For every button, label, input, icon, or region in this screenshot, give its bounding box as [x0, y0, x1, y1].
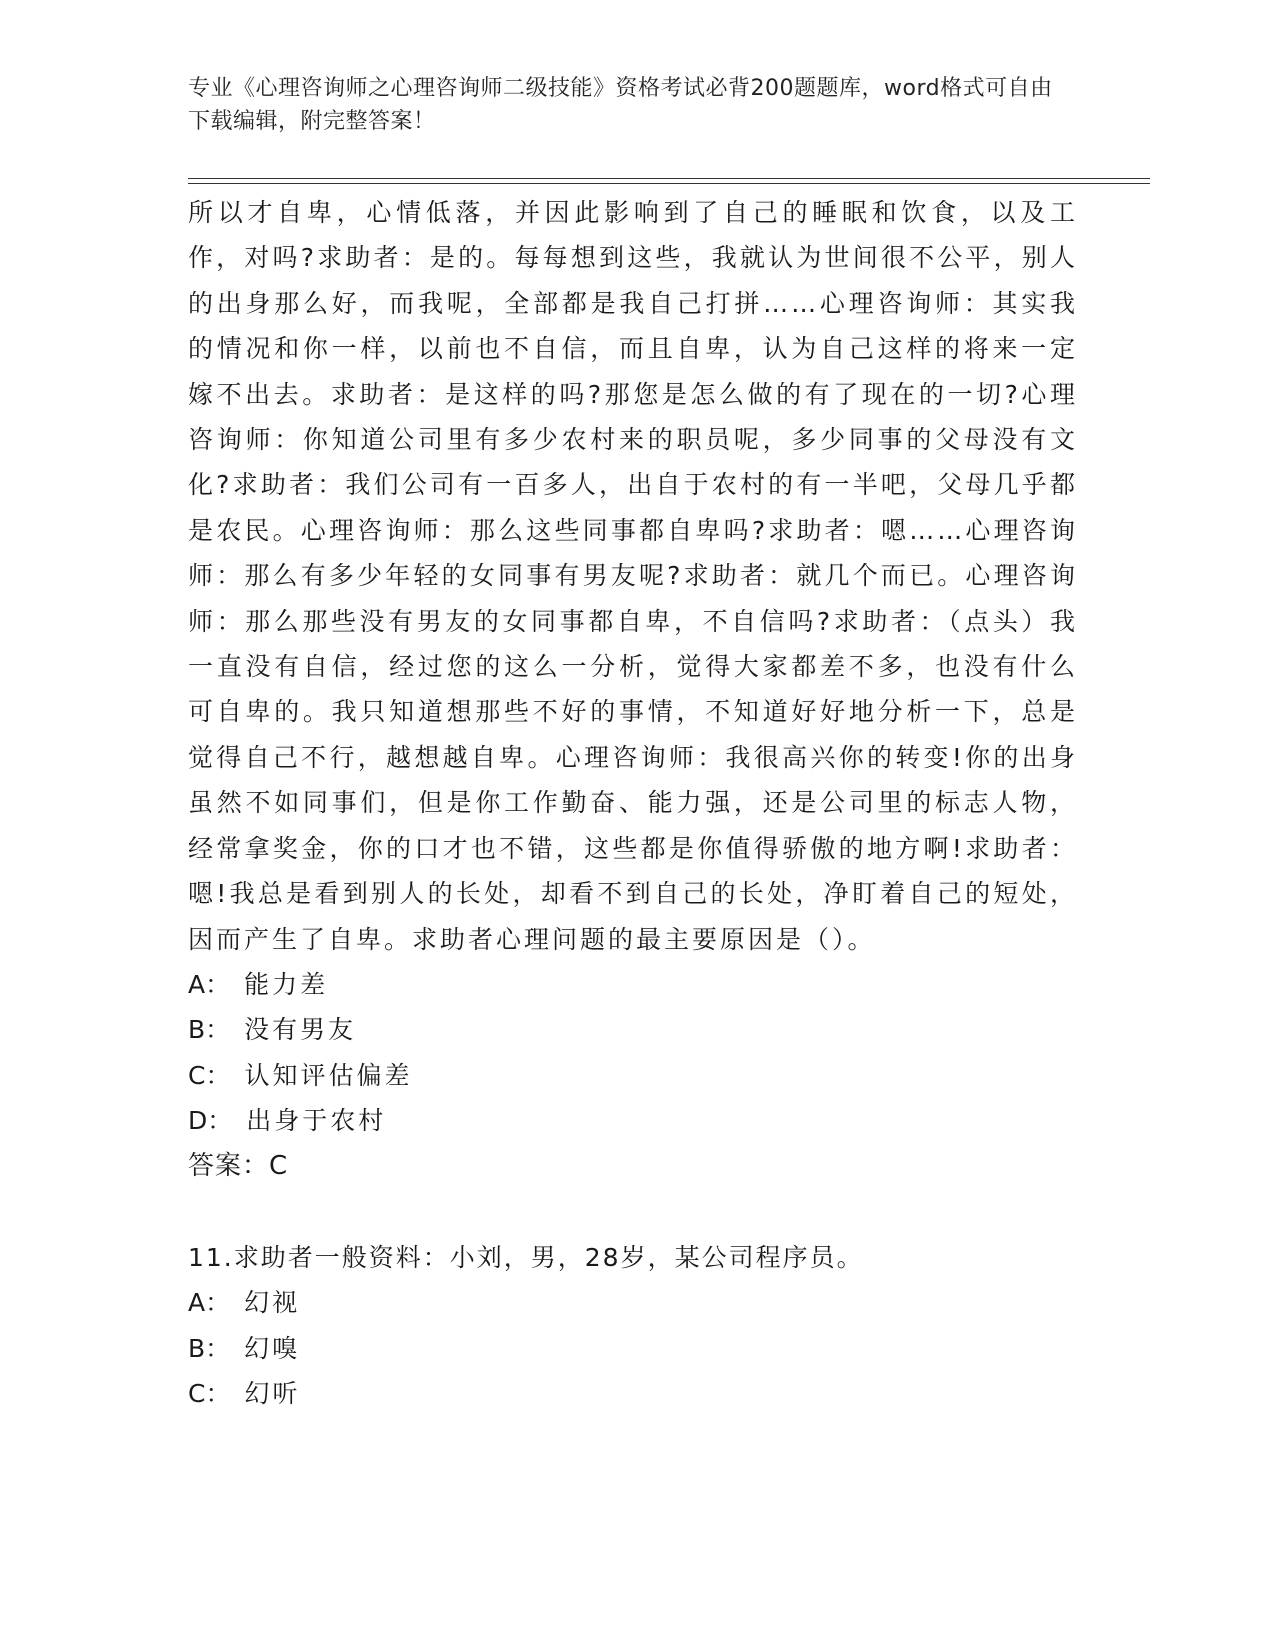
- question-spacer: [188, 1189, 1078, 1235]
- option-text: 出身于农村: [246, 1106, 387, 1136]
- question-10-option-b: [188, 1007, 1078, 1052]
- document-header: 专业《心理咨询师之心理咨询师二级技能》资格考试必背200题题库，word格式可自由下载编辑，附完整答案！: [188, 76, 1053, 134]
- option-text: 没有男友: [244, 1015, 357, 1045]
- option-key: B: [188, 1333, 206, 1363]
- option-text: 能力差: [244, 969, 329, 999]
- question-10-option-c: [188, 1053, 1078, 1098]
- document-body: [188, 190, 1078, 1417]
- option-separator: ：: [205, 969, 231, 999]
- option-key: B: [188, 1015, 206, 1045]
- question-10-option-d: [188, 1098, 1078, 1143]
- option-key: C: [188, 1060, 206, 1090]
- option-key: C: [188, 1379, 206, 1409]
- option-key: A: [188, 1288, 206, 1318]
- header-divider-bottom: [188, 183, 1150, 184]
- question-10-passage: 所以才自卑，心情低落，并因此影响到了自己的睡眠和饮食，以及工作，对吗?求助者：是的。每每想到这些，我就认为世间很不公平，别人的出身那么好，而我呢，全部都是我自己打拼……心理咨询师：其实我的情况和你一样，以前也不自信，而且自卑，认为自己这样的将来一定嫁不出去。求助者：是这样的吗?那您是怎么做的有了现在的一切?心理咨询师：你知道公司里有多少农村来的职员呢，多少同事的父母没有文化?求助者：我们公司有一百多人，出自于农村的有一半吧，父母几乎都是农民。心理咨询师：那么这些同事都自卑吗?求助者：嗯……心理咨询师：那么有多少年轻的女同事有男友呢?求助者：就几个而已。心理咨询师：那么那些没有男友的女同事都自卑，不自信吗?求助者：（点头）我一直没有自信，经过您的这么一分析，觉得大家都差不多，也没有什么可自卑的。我只知道想那些不好的事情，不知道好好地分析一下，总是觉得自己不行，越想越自卑。心理咨询师：我很高兴你的转变!你的出身虽然不如同事们，但是你工作勤奋、能力强，还是公司里的标志人物，经常拿奖金，你的口才也不错，这些都是你值得骄傲的地方啊!求助者：嗯!我总是看到别人的长处，却看不到自己的长处，净盯着自己的短处，因而产生了自卑。求助者心理问题的最主要原因是（）。: [188, 198, 1078, 954]
- question-10-answer: 答案：C: [188, 1150, 289, 1181]
- question-11-stem: 11.求助者一般资料：小刘，男，28岁，某公司程序员。: [188, 1242, 864, 1272]
- option-separator: ：: [207, 1106, 233, 1136]
- option-key: A: [188, 969, 206, 999]
- option-text: 幻视: [244, 1288, 301, 1318]
- option-text: 幻听: [244, 1379, 301, 1409]
- option-separator: ：: [205, 1288, 231, 1318]
- option-separator: ：: [205, 1333, 231, 1363]
- option-separator: ：: [205, 1379, 231, 1409]
- question-11-option-a: [188, 1280, 1078, 1325]
- option-separator: ：: [205, 1060, 231, 1090]
- option-text: 认知评估偏差: [244, 1060, 413, 1090]
- question-10-option-a: [188, 962, 1078, 1007]
- question-11-option-c: [188, 1371, 1078, 1416]
- option-separator: ：: [205, 1015, 231, 1045]
- header-divider-top: [188, 178, 1150, 179]
- option-text: 幻嗅: [244, 1333, 301, 1363]
- option-key: D: [188, 1106, 208, 1136]
- question-11-option-b: [188, 1326, 1078, 1371]
